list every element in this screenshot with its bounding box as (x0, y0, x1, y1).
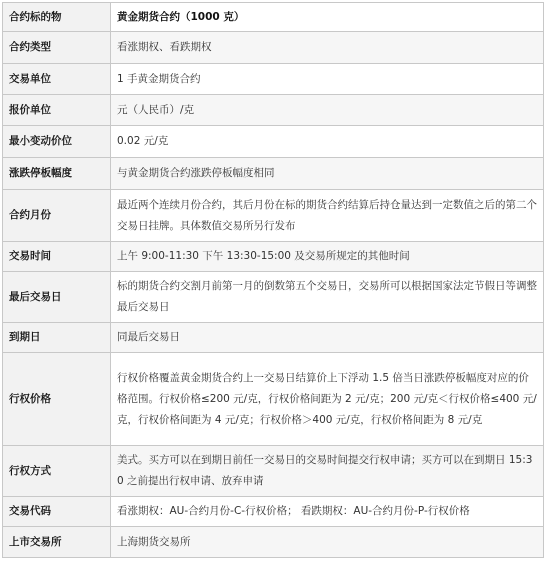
row-label: 上市交易所 (3, 527, 111, 558)
row-label: 到期日 (3, 323, 111, 353)
table-row (3, 242, 544, 272)
row-value: 1 手黄金期货合约 (111, 64, 544, 95)
row-label: 合约标的物 (3, 3, 111, 32)
row-value: 同最后交易日 (111, 323, 544, 353)
row-value: 黄金期货合约（1000 克） (111, 3, 544, 32)
table-row (3, 323, 544, 353)
row-value: 美式。买方可以在到期日前任一交易日的交易时间提交行权申请；买方可以在到期日 15:30 之前提出行权申请、放弃申请 (111, 446, 544, 497)
row-label: 行权方式 (3, 446, 111, 497)
table-row (3, 95, 544, 126)
row-value: 标的期货合约交割月前第一月的倒数第五个交易日，交易所可以根据国家法定节假日等调整最后交易日 (111, 272, 544, 323)
row-value: 0.02 元/克 (111, 126, 544, 158)
row-label: 合约月份 (3, 190, 111, 242)
row-label: 行权价格 (3, 353, 111, 446)
row-label: 交易代码 (3, 497, 111, 527)
row-value: 看涨期权、看跌期权 (111, 32, 544, 64)
table-row (3, 497, 544, 527)
row-value: 最近两个连续月份合约，其后月份在标的期货合约结算后持仓量达到一定数值之后的第二个交易日挂牌。具体数值交易所另行发布 (111, 190, 544, 242)
table-row (3, 446, 544, 497)
table-row (3, 353, 544, 446)
row-value: 行权价格覆盖黄金期货合约上一交易日结算价上下浮动 1.5 倍当日涨跌停板幅度对应的价格范围。行权价格≤200 元/克，行权价格间距为 2 元/克；200 元/克＜行权价格≤400 元/克，行权价格间距为 4 元/克；行权价格＞400 元/克，行权价格间距为 8 元/克 (111, 353, 544, 446)
table-row (3, 158, 544, 190)
table-row (3, 64, 544, 95)
row-label: 最后交易日 (3, 272, 111, 323)
row-label: 最小变动价位 (3, 126, 111, 158)
row-value: 看涨期权：AU-合约月份-C-行权价格； 看跌期权：AU-合约月份-P-行权价格 (111, 497, 544, 527)
row-value: 与黄金期货合约涨跌停板幅度相同 (111, 158, 544, 190)
table-row (3, 126, 544, 158)
row-value: 元（人民币）/克 (111, 95, 544, 126)
row-label: 交易时间 (3, 242, 111, 272)
row-label: 合约类型 (3, 32, 111, 64)
table-row (3, 32, 544, 64)
row-label: 涨跌停板幅度 (3, 158, 111, 190)
table-row (3, 527, 544, 558)
contract-spec-table (2, 2, 544, 558)
table-row (3, 272, 544, 323)
table-row (3, 190, 544, 242)
row-value: 上海期货交易所 (111, 527, 544, 558)
table-row (3, 3, 544, 32)
row-label: 交易单位 (3, 64, 111, 95)
row-value: 上午 9:00-11:30 下午 13:30-15:00 及交易所规定的其他时间 (111, 242, 544, 272)
row-label: 报价单位 (3, 95, 111, 126)
